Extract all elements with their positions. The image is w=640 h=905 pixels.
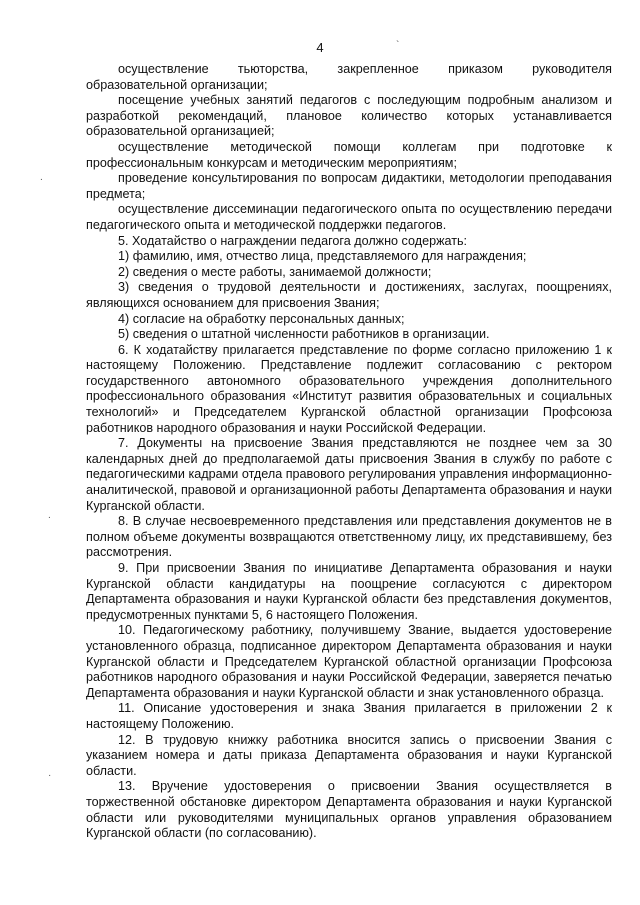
paragraph: 9. При присвоении Звания по инициативе Департамента образования и науки Курганской области кандидатуры на поощрение согласуются с директором Департамента образования и науки Курганской области без представления документов, предусмотренных пунктами 5, 6 настоящего Положения. — [86, 561, 612, 622]
document-body — [86, 62, 612, 842]
list-item: 2) сведения о месте работы, занимаемой должности; — [118, 264, 432, 279]
scan-mark: . — [48, 510, 51, 521]
paragraph: посещение учебных занятий педагогов с последующим подробным анализом и разработкой рекомендаций, плановое количество которых устанавливается образовательной организацией; — [86, 93, 612, 139]
paragraph: 5. Ходатайство о награждении педагога должно содержать: — [118, 233, 468, 248]
paragraph: 10. Педагогическому работнику, получившему Звание, выдается удостоверение установленного образца, подписанное директором Департамента образования и науки Курганской области и Председателем Курганской областной организации Профсоюза работников народного образования и науки Российской Федерации, заверяется печатью Департамента образования и науки Курганской области и знак установленного образца. — [86, 623, 612, 700]
scan-mark: . — [40, 172, 43, 183]
paragraph: 8. В случае несвоевременного представления или представления документов не в полном объеме документы возвращаются ответственному лицу, их представившему, без рассмотрения. — [86, 514, 612, 560]
list-item: 4) согласие на обработку персональных данных; — [118, 311, 405, 326]
list-item: 1) фамилию, имя, отчество лица, представляемого для награждения; — [118, 249, 527, 264]
paragraph: 6. К ходатайству прилагается представление по форме согласно приложению 1 к настоящему Положению. Представление подлежит согласованию с ректором государственного автономного образовательного учреждения дополнительного профессионального образования «Институт развития образовательных и социальных технологий» и Председателем Курганской областной организации Профсоюза работников народного образования и науки Российской Федерации. — [86, 342, 612, 435]
scan-mark: · — [48, 770, 52, 781]
scan-mark: ` — [396, 40, 400, 51]
paragraph: 7. Документы на присвоение Звания представляются не позднее чем за 30 календарных дней до предполагаемой даты присвоения Звания в службу по работе с педагогическими кадрами отдела правового регулирования управления информационно-аналитической, правовой и организационной работы Департамента образования и науки Курганской области. — [86, 436, 612, 513]
paragraph: осуществление диссеминации педагогического опыта по осуществлению передачи педагогического опыта и методической поддержки педагогов. — [86, 202, 612, 232]
paragraph: 12. В трудовую книжку работника вносится запись о присвоении Звания с указанием номера и даты приказа Департамента образования и науки Курганской области. — [86, 732, 612, 778]
paragraph: осуществление методической помощи коллегам при подготовке к профессиональным конкурсам и методическим мероприятиям; — [86, 139, 612, 170]
paragraph: осуществление тьюторства, закрепленное приказом руководителя образовательной организации; — [86, 62, 612, 92]
list-item: 3) сведения о трудовой деятельности и достижениях, заслугах, поощрениях, являющихся основанием для присвоения Звания; — [86, 280, 612, 310]
paragraph: проведение консультирования по вопросам дидактики, методологии преподавания предмета; — [86, 171, 612, 201]
list-item: 5) сведения о штатной численности работников в организации. — [118, 327, 490, 342]
page-number: 4 — [316, 40, 324, 55]
paragraph: 13. Вручение удостоверения о присвоении Звания осуществляется в торжественной обстановке директором Департамента образования и науки Курганской области или руководителями муниципальных органов управления образованием Курганской области (по согласованию). — [86, 779, 612, 841]
paragraph: 11. Описание удостоверения и знака Звания прилагается в приложении 2 к настоящему Положению. — [86, 701, 612, 731]
